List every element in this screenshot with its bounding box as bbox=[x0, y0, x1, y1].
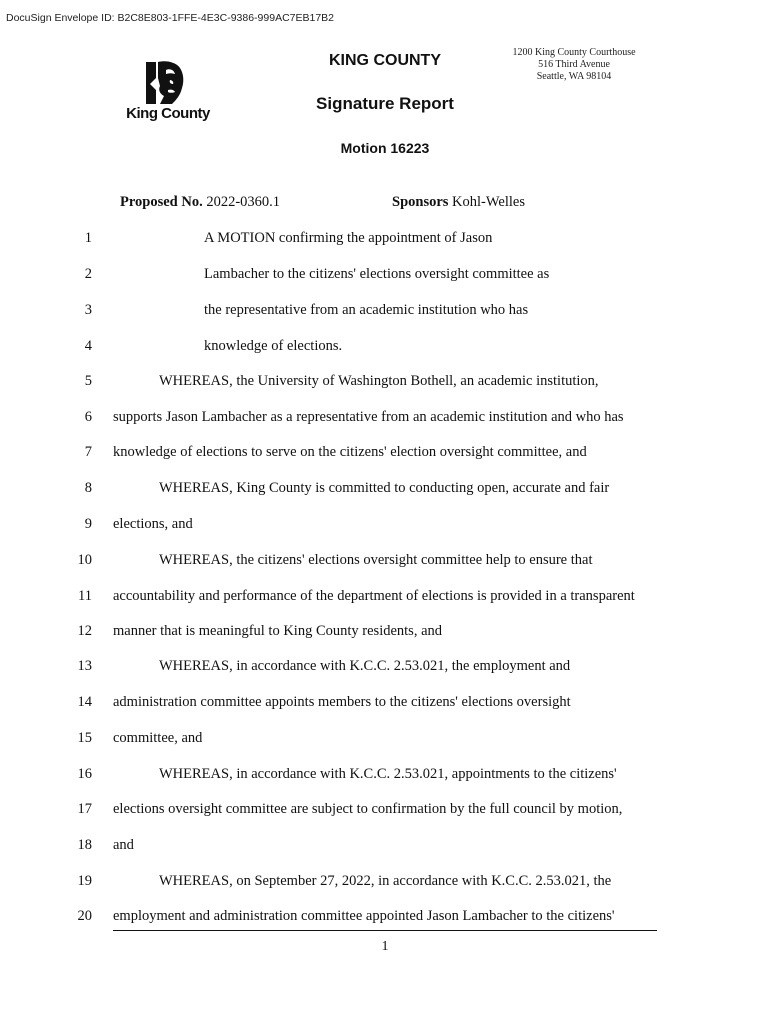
text-line bbox=[0, 302, 770, 322]
line-text: WHEREAS, the University of Washington Bothell, an academic institution, bbox=[159, 373, 599, 389]
line-number: 17 bbox=[77, 801, 92, 817]
county-title: KING COUNTY bbox=[329, 52, 441, 69]
report-title: Signature Report bbox=[316, 94, 454, 113]
text-line bbox=[0, 266, 770, 286]
proposed-value: 2022-0360.1 bbox=[206, 194, 281, 210]
line-text: elections, and bbox=[113, 516, 193, 532]
text-line bbox=[0, 837, 770, 857]
line-text: supports Jason Lambacher as a representative from an academic institution and who has bbox=[113, 409, 624, 425]
text-line bbox=[0, 766, 770, 786]
line-text: accountability and performance of the department of elections is provided in a transparent bbox=[113, 588, 635, 604]
motion-title: Motion 16223 bbox=[340, 140, 430, 156]
line-text: and bbox=[113, 837, 134, 853]
text-line bbox=[0, 694, 770, 714]
line-number: 18 bbox=[77, 837, 92, 853]
text-line bbox=[0, 623, 770, 643]
line-text: knowledge of elections. bbox=[204, 338, 343, 354]
text-line bbox=[0, 444, 770, 464]
text-line bbox=[0, 658, 770, 678]
line-number: 8 bbox=[84, 480, 92, 496]
text-line bbox=[0, 480, 770, 500]
proposed-number bbox=[120, 194, 280, 211]
line-text: WHEREAS, in accordance with K.C.C. 2.53.021, the employment and bbox=[159, 658, 571, 674]
line-number: 13 bbox=[77, 658, 92, 674]
text-line bbox=[0, 908, 770, 928]
line-number: 15 bbox=[77, 730, 92, 746]
text-line bbox=[0, 338, 770, 358]
address-line: 516 Third Avenue bbox=[538, 59, 610, 70]
line-text: committee, and bbox=[113, 730, 203, 746]
docusign-envelope-id: DocuSign Envelope ID: B2C8E803-1FFE-4E3C-9386-999AC7EB17B2 bbox=[6, 12, 335, 24]
text-line bbox=[0, 516, 770, 536]
line-number: 11 bbox=[78, 588, 92, 604]
line-text: knowledge of elections to serve on the citizens' election oversight committee, and bbox=[113, 444, 587, 460]
sponsors-label: Sponsors bbox=[392, 194, 449, 210]
line-number: 6 bbox=[84, 409, 92, 425]
line-number: 19 bbox=[77, 873, 92, 889]
line-text: WHEREAS, in accordance with K.C.C. 2.53.021, appointments to the citizens' bbox=[159, 766, 617, 782]
line-text: WHEREAS, on September 27, 2022, in accordance with K.C.C. 2.53.021, the bbox=[159, 873, 612, 889]
sponsors bbox=[392, 194, 525, 211]
line-text: manner that is meaningful to King County residents, and bbox=[113, 623, 443, 639]
sponsors-value: Kohl-Welles bbox=[452, 194, 525, 210]
line-number: 7 bbox=[84, 444, 92, 460]
text-line bbox=[0, 373, 770, 393]
text-line bbox=[0, 801, 770, 821]
line-text: WHEREAS, King County is committed to conducting open, accurate and fair bbox=[159, 480, 610, 496]
line-text: employment and administration committee appointed Jason Lambacher to the citizens' bbox=[113, 908, 615, 924]
line-number: 20 bbox=[77, 908, 92, 924]
address-line: 1200 King County Courthouse bbox=[512, 47, 636, 58]
text-line bbox=[0, 588, 770, 608]
text-line bbox=[0, 230, 770, 250]
line-text: elections oversight committee are subject to confirmation by the full council by motion, bbox=[113, 801, 623, 817]
proposed-label: Proposed No. bbox=[120, 194, 203, 210]
line-number: 9 bbox=[84, 516, 92, 532]
line-text: the representative from an academic institution who has bbox=[204, 302, 529, 318]
line-text: Lambacher to the citizens' elections oversight committee as bbox=[204, 266, 550, 282]
courthouse-address bbox=[505, 47, 643, 83]
footer-rule bbox=[113, 930, 657, 931]
king-county-logo bbox=[118, 58, 218, 128]
line-number: 14 bbox=[77, 694, 92, 710]
text-line bbox=[0, 873, 770, 893]
line-number: 4 bbox=[84, 338, 92, 354]
address-line: Seattle, WA 98104 bbox=[536, 71, 612, 82]
line-text: administration committee appoints members to the citizens' elections oversight bbox=[113, 694, 571, 710]
logo-text: King County bbox=[126, 105, 210, 122]
text-line bbox=[0, 409, 770, 429]
text-line bbox=[0, 730, 770, 750]
line-number: 16 bbox=[77, 766, 92, 782]
king-county-logo-icon bbox=[142, 58, 188, 106]
line-number: 3 bbox=[84, 302, 92, 318]
text-line bbox=[0, 552, 770, 572]
line-number: 2 bbox=[84, 266, 92, 282]
line-number: 1 bbox=[84, 230, 92, 246]
line-text: A MOTION confirming the appointment of Jason bbox=[204, 230, 493, 246]
line-number: 5 bbox=[84, 373, 92, 389]
line-number: 10 bbox=[77, 552, 92, 568]
line-number: 12 bbox=[77, 623, 92, 639]
page-number: 1 bbox=[381, 939, 389, 954]
line-text: WHEREAS, the citizens' elections oversight committee help to ensure that bbox=[159, 552, 593, 568]
